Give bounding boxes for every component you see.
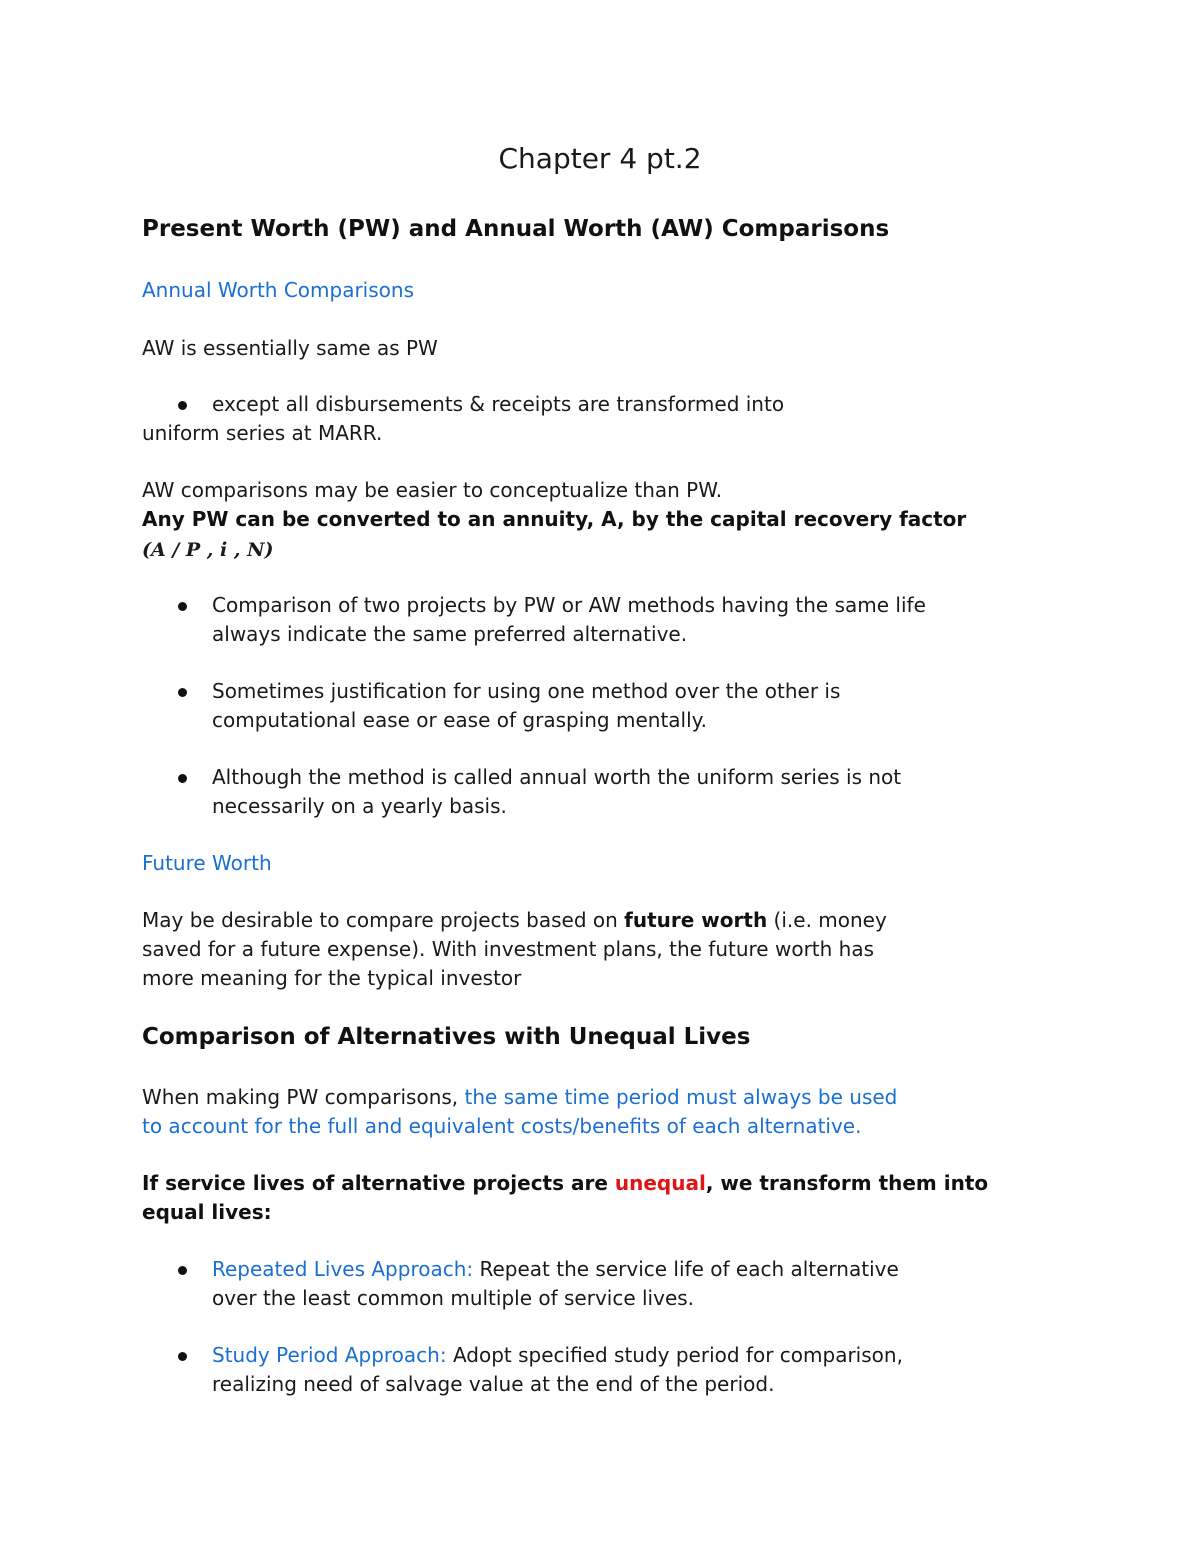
bullet-icon [178, 774, 187, 783]
list-item-text: computational ease or ease of grasping mentally. [212, 708, 707, 732]
emphasis-future-worth: future worth [624, 908, 768, 932]
paragraph-aw-bullet-cont: uniform series at MARR. [142, 421, 383, 445]
paragraph-aw-same: AW is essentially same as PW [142, 336, 438, 360]
list-item-text: always indicate the same preferred alternative. [212, 622, 688, 646]
list-item-text: Although the method is called annual worth the uniform series is not [212, 765, 902, 789]
paragraph-same-time-period: When making PW comparisons, the same time period must always be used to account for the full and equivalent costs/benefits of each alternative. [142, 1085, 898, 1138]
formula-capital-recovery: (A / P , i , N) [142, 539, 274, 561]
list-item-text: Sometimes justification for using one method over the other is [212, 679, 841, 703]
emphasis-same-time: the same time period must always be used [464, 1085, 898, 1109]
paragraph-future-worth: May be desirable to compare projects based on future worth (i.e. money saved for a future expense). With investment plans, the future worth has more meaning for the typical investor [142, 908, 887, 990]
bullet-icon [178, 1352, 187, 1361]
bullet-icon [178, 1266, 187, 1275]
document-page: Chapter 4 pt.2 Present Worth (PW) and Annual Worth (AW) Comparisons Annual Worth Comparisons AW is essentially same as PW except all disbursements & receipts are transformed into uniform series at MARR. AW comparisons may be easier to conceptualize than PW. Any PW can be converted to an annuity, A, by the capital recovery factor (A / P , i , N) Comparison of two projects by PW or AW methods having the same life always indicate the same preferred alternative. Sometimes justification for using one method over the other is computational ease or ease of grasping mentally. Although the method is called annual worth the uniform series is not necessarily on a yearly basis. Future Worth May be desirable to compare projects based on future worth (i.e. money saved for a future expense). With investment plans, the future worth has more meaning for the typical investor Comparison of Alternatives with Unequal Lives When making PW comparisons, the same time period must always be used to account for the full and equivalent costs/benefits of each alternative. If service lives of alternative projects are unequal, we transform them into equal lives: Repeated Lives Approach: Repeat the service life of each alternative over the least common multiple of service lives. Study Period Approach: Adopt specified study period for comparison, realizing need of salvage value at the end of the period. [0, 0, 1200, 1553]
subheading-annual-worth: Annual Worth Comparisons [142, 278, 414, 302]
bullet-icon [178, 688, 187, 697]
list-item-text: Comparison of two projects by PW or AW methods having the same life [212, 593, 926, 617]
heading-unequal-lives: Comparison of Alternatives with Unequal Lives [142, 1024, 751, 1050]
paragraph-aw-easier: AW comparisons may be easier to conceptualize than PW. [142, 478, 723, 502]
list-item-text: except all disbursements & receipts are transformed into [212, 392, 785, 416]
list-item-text: necessarily on a yearly basis. [212, 794, 507, 818]
subheading-future-worth: Future Worth [142, 851, 272, 875]
paragraph-capital-recovery: Any PW can be converted to an annuity, A, by the capital recovery factor [142, 507, 967, 531]
bullet-icon [178, 401, 187, 410]
paragraph-unequal-lives: If service lives of alternative projects are unequal, we transform them into equal lives: [142, 1171, 989, 1224]
emphasis-unequal: unequal [614, 1171, 706, 1195]
bullet-icon [178, 602, 187, 611]
list-item-lead: Repeated Lives Approach: [212, 1257, 474, 1281]
page-title: Chapter 4 pt.2 [498, 142, 702, 175]
list-item-lead: Study Period Approach: [212, 1343, 447, 1367]
heading-pw-aw: Present Worth (PW) and Annual Worth (AW) Comparisons [142, 216, 890, 242]
